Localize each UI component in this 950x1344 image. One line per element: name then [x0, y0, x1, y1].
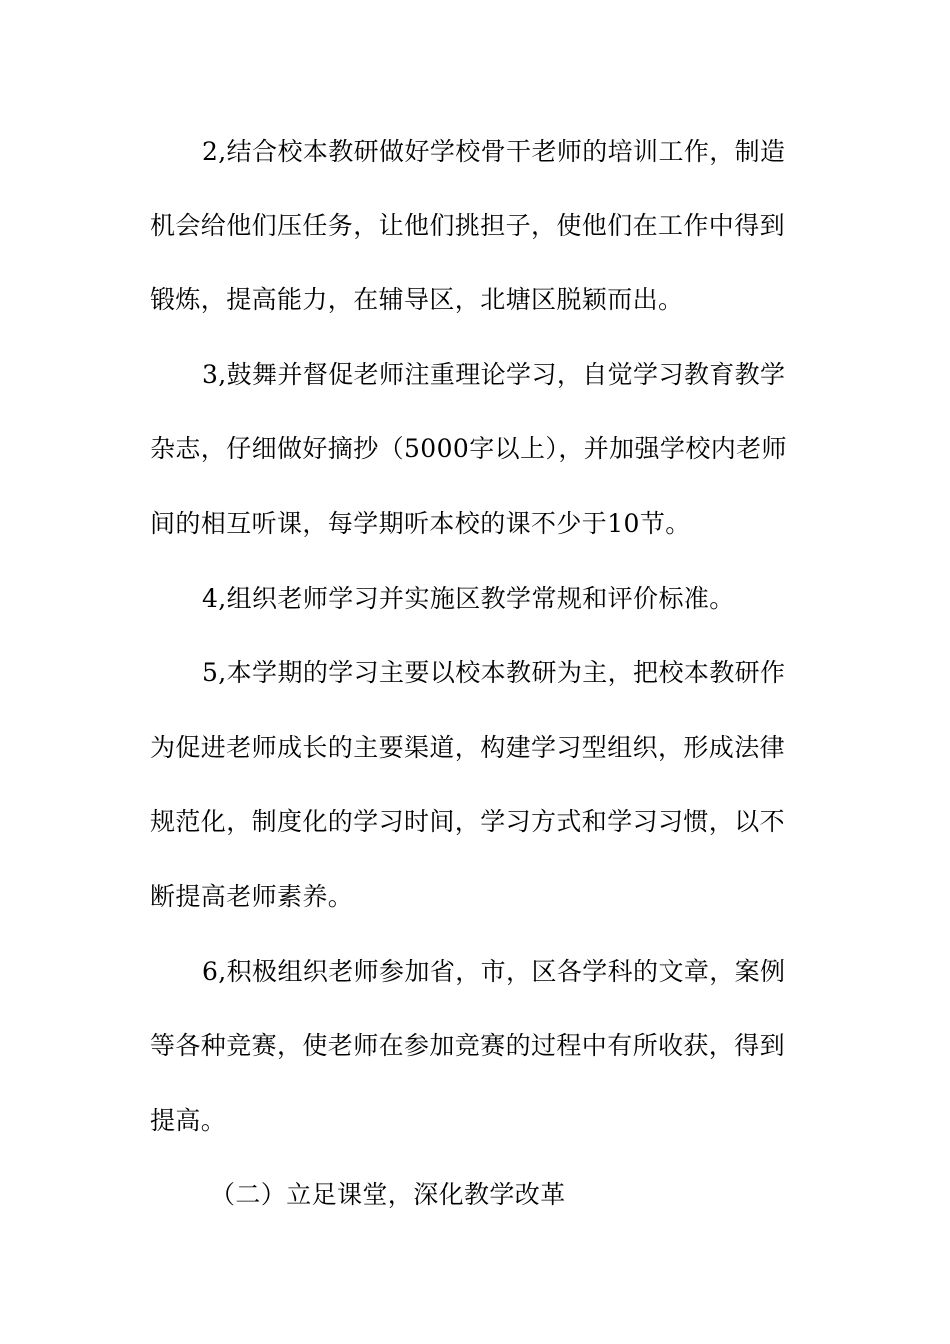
- paragraph-6-line-2: 等各种竞赛，使老师在参加竞赛的过程中有所收获，得到: [150, 1031, 786, 1060]
- paragraph-3-line-1: 3,鼓舞并督促老师注重理论学习，自觉学习教育教学: [202, 360, 786, 389]
- paragraph-6-line-1: 6,积极组织老师参加省，市，区各学科的文章，案例: [202, 957, 786, 986]
- paragraph-5-line-1: 5,本学期的学习主要以校本教研为主，把校本教研作: [202, 658, 786, 687]
- paragraph-2-line-1: 2,结合校本教研做好学校骨干老师的培训工作，制造: [202, 137, 786, 166]
- paragraph-6-line-3: 提高。: [150, 1106, 227, 1135]
- paragraph-2-line-2: 机会给他们压任务，让他们挑担子，使他们在工作中得到: [150, 211, 786, 240]
- paragraph-4-line-1: 4,组织老师学习并实施区教学常规和评价标准。: [202, 584, 735, 613]
- paragraph-2-line-3: 锻炼，提高能力，在辅导区，北塘区脱颖而出。: [150, 285, 684, 314]
- section-heading: （二）立足课堂，深化教学改革: [210, 1180, 566, 1209]
- paragraph-3-line-3: 间的相互听课，每学期听本校的课不少于10节。: [150, 509, 691, 538]
- paragraph-3-line-2: 杂志，仔细做好摘抄（5000字以上），并加强学校内老师: [150, 434, 787, 463]
- paragraph-5-line-4: 断提高老师素养。: [150, 882, 354, 911]
- paragraph-5-line-3: 规范化，制度化的学习时间，学习方式和学习习惯，以不: [150, 807, 786, 836]
- paragraph-5-line-2: 为促进老师成长的主要渠道，构建学习型组织，形成法律: [150, 733, 786, 762]
